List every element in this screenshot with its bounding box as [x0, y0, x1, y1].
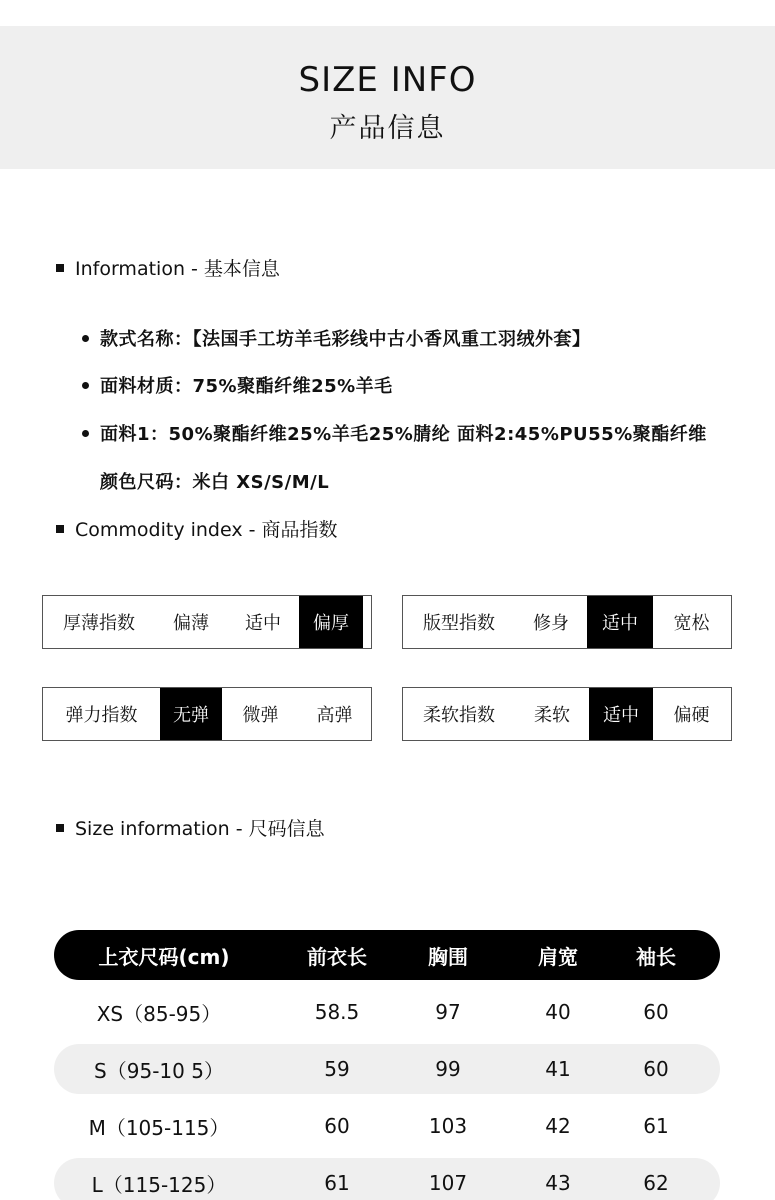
table-cell: 60: [324, 1114, 350, 1138]
index-option: 适中: [245, 613, 281, 634]
table-cell: 43: [545, 1171, 571, 1195]
index-option-selected: 无弹: [160, 688, 222, 740]
table-cell: 59: [324, 1057, 350, 1081]
info-item-style-name: [82, 325, 591, 351]
info-item-color-size: 颜色尺码：米白 XS/S/M/L: [100, 472, 330, 493]
table-cell: 61: [643, 1114, 669, 1138]
table-cell: 58.5: [314, 1000, 360, 1024]
size-info-heading: [56, 814, 325, 841]
index-option: 高弹: [316, 705, 353, 726]
size-table-header: [54, 930, 720, 980]
page-header: [0, 26, 775, 169]
info-item-fabric: [82, 420, 707, 446]
index-option: 偏薄: [173, 613, 209, 634]
table-cell: 99: [435, 1057, 461, 1081]
index-option: 修身: [533, 613, 569, 634]
column-header: 上衣尺码(cm): [98, 944, 230, 969]
index-label: 厚薄指数: [63, 613, 135, 634]
table-row: [54, 1158, 720, 1200]
index-label: 弹力指数: [65, 705, 138, 726]
table-cell: S（95-10 5）: [94, 1058, 224, 1083]
column-header: 袖长: [636, 944, 676, 969]
information-heading: [56, 254, 280, 281]
table-row: [54, 1101, 720, 1151]
square-bullet-icon: [56, 264, 64, 272]
index-label: 柔软指数: [423, 705, 495, 726]
table-cell: 62: [643, 1171, 669, 1195]
index-option: 微弹: [242, 705, 279, 726]
title-chinese: 产品信息: [329, 113, 446, 144]
index-option: 宽松: [673, 613, 710, 634]
index-softness: [402, 687, 732, 741]
info-item-material: [82, 372, 393, 398]
table-cell: 60: [643, 1000, 669, 1024]
column-header: 肩宽: [538, 944, 578, 969]
table-cell: L（115-125）: [91, 1172, 227, 1197]
info-item-text: 面料材质：75%聚酯纤维25%羊毛: [100, 376, 393, 397]
information-heading-text: Information - 基本信息: [75, 258, 280, 280]
dot-bullet-icon: [82, 382, 89, 389]
index-thickness: [42, 595, 372, 649]
commodity-heading: [56, 515, 338, 542]
info-item-text: 款式名称：【法国手工坊羊毛彩线中古小香风重工羽绒外套】: [100, 329, 591, 350]
table-cell: 61: [324, 1171, 350, 1195]
index-option: 柔软: [534, 705, 570, 726]
commodity-heading-text: Commodity index - 商品指数: [75, 519, 338, 541]
table-row: [54, 1044, 720, 1094]
table-cell: 97: [435, 1000, 461, 1024]
dot-bullet-icon: [82, 430, 89, 437]
index-elasticity: [42, 687, 372, 741]
index-option-selected: 适中: [587, 596, 653, 648]
index-option-selected: 适中: [589, 688, 653, 740]
index-fit: [402, 595, 732, 649]
dot-bullet-icon: [82, 335, 89, 342]
table-row: [54, 987, 720, 1037]
table-cell: XS（85-95）: [96, 1001, 222, 1026]
index-label: 版型指数: [423, 613, 495, 634]
info-item-text: 面料1：50%聚酯纤维25%羊毛25%腈纶 面料2:45%PU55%聚酯纤维: [100, 424, 707, 445]
table-cell: 40: [545, 1000, 571, 1024]
table-cell: M（105-115）: [88, 1115, 230, 1140]
index-option-selected: 偏厚: [299, 596, 363, 648]
square-bullet-icon: [56, 824, 64, 832]
table-cell: 42: [545, 1114, 571, 1138]
index-option: 偏硬: [673, 705, 710, 726]
table-cell: 41: [545, 1057, 571, 1081]
column-header: 胸围: [428, 944, 468, 969]
table-cell: 60: [643, 1057, 669, 1081]
size-info-heading-text: Size information - 尺码信息: [75, 818, 325, 840]
title-english: SIZE INFO: [298, 60, 477, 100]
column-header: 前衣长: [307, 944, 367, 969]
square-bullet-icon: [56, 525, 64, 533]
table-cell: 107: [428, 1171, 468, 1195]
table-cell: 103: [428, 1114, 468, 1138]
